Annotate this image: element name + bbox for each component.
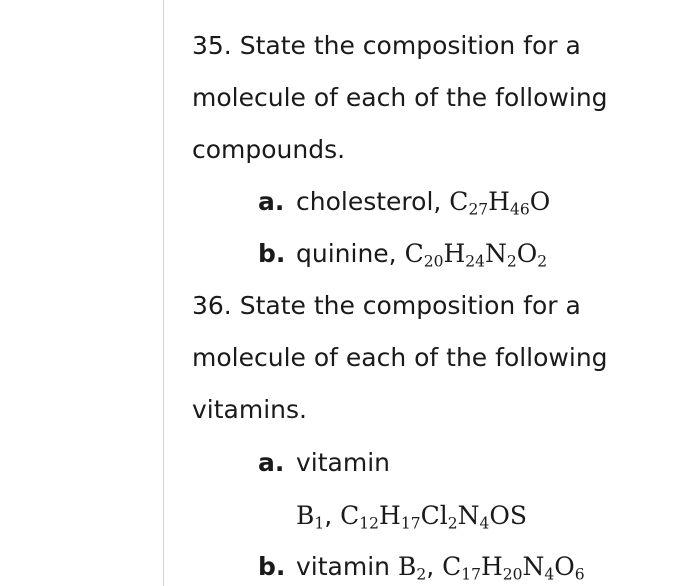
element-symbol: N: [522, 552, 545, 581]
element-subscript: 12: [359, 514, 380, 533]
item-text: vitamin: [296, 552, 398, 581]
q35-line-1: 35. State the composition for a: [192, 31, 581, 60]
element-symbol: C: [449, 187, 469, 216]
element-subscript: 20: [423, 252, 444, 271]
item-marker: a.: [258, 187, 285, 216]
element-symbol: O: [554, 552, 575, 581]
separator: ,: [426, 552, 443, 581]
chemical-formula: [442, 552, 585, 584]
q36-item-a: [258, 447, 390, 479]
element-subscript: 46: [509, 200, 530, 219]
chemical-formula: [404, 239, 548, 271]
item-text: quinine,: [296, 239, 405, 268]
q35-line-3: compounds.: [192, 135, 346, 164]
item-marker: b.: [258, 239, 286, 268]
element-subscript: 2: [447, 514, 458, 533]
q35-line-2: molecule of each of the following: [192, 83, 608, 112]
element-symbol: N: [457, 501, 480, 530]
element-symbol: O: [516, 239, 538, 268]
vitamin-letter: B: [397, 552, 417, 581]
item-text: cholesterol,: [296, 187, 450, 216]
element-symbol: C: [404, 239, 424, 268]
element-subscript: 17: [461, 565, 481, 584]
element-symbol: H: [379, 501, 401, 530]
q36-item-a-continuation: [296, 500, 527, 532]
element-subscript: 17: [400, 514, 421, 533]
chemical-formula: [340, 501, 527, 533]
vitamin-name: [296, 501, 325, 533]
vitamin-letter: B: [296, 501, 315, 530]
left-margin-rule: [163, 0, 164, 586]
item-marker: a.: [258, 448, 285, 477]
item-text: vitamin: [296, 448, 391, 477]
element-symbol: H: [443, 239, 466, 268]
q36-line-2: molecule of each of the following: [192, 343, 608, 372]
element-subscript: 6: [574, 565, 585, 584]
element-subscript: 24: [465, 252, 485, 271]
element-symbol: N: [485, 239, 507, 268]
separator: ,: [324, 501, 341, 530]
element-symbol: H: [480, 552, 503, 581]
element-symbol: Cl: [420, 501, 448, 530]
chemical-formula: [449, 187, 551, 219]
element-subscript: 20: [502, 565, 523, 584]
vitamin-subscript: 1: [314, 514, 325, 533]
element-subscript: 2: [537, 252, 548, 271]
element-symbol: C: [340, 501, 360, 530]
vitamin-name: [397, 552, 427, 584]
element-symbol: O: [529, 187, 551, 216]
q36-item-b: [258, 551, 585, 583]
q36-line-3: vitamins.: [192, 395, 307, 424]
q35-item-a: [258, 186, 550, 218]
q36-line-1: 36. State the composition for a: [192, 291, 581, 320]
element-subscript: 2: [506, 252, 517, 271]
q35-item-b: [258, 238, 547, 270]
element-symbol: OS: [489, 501, 527, 530]
element-symbol: H: [488, 187, 510, 216]
element-subscript: 4: [544, 565, 555, 584]
element-subscript: 4: [479, 514, 490, 533]
element-subscript: 27: [468, 200, 489, 219]
element-symbol: C: [442, 552, 462, 581]
item-marker: b.: [258, 552, 286, 581]
vitamin-subscript: 2: [416, 565, 427, 584]
